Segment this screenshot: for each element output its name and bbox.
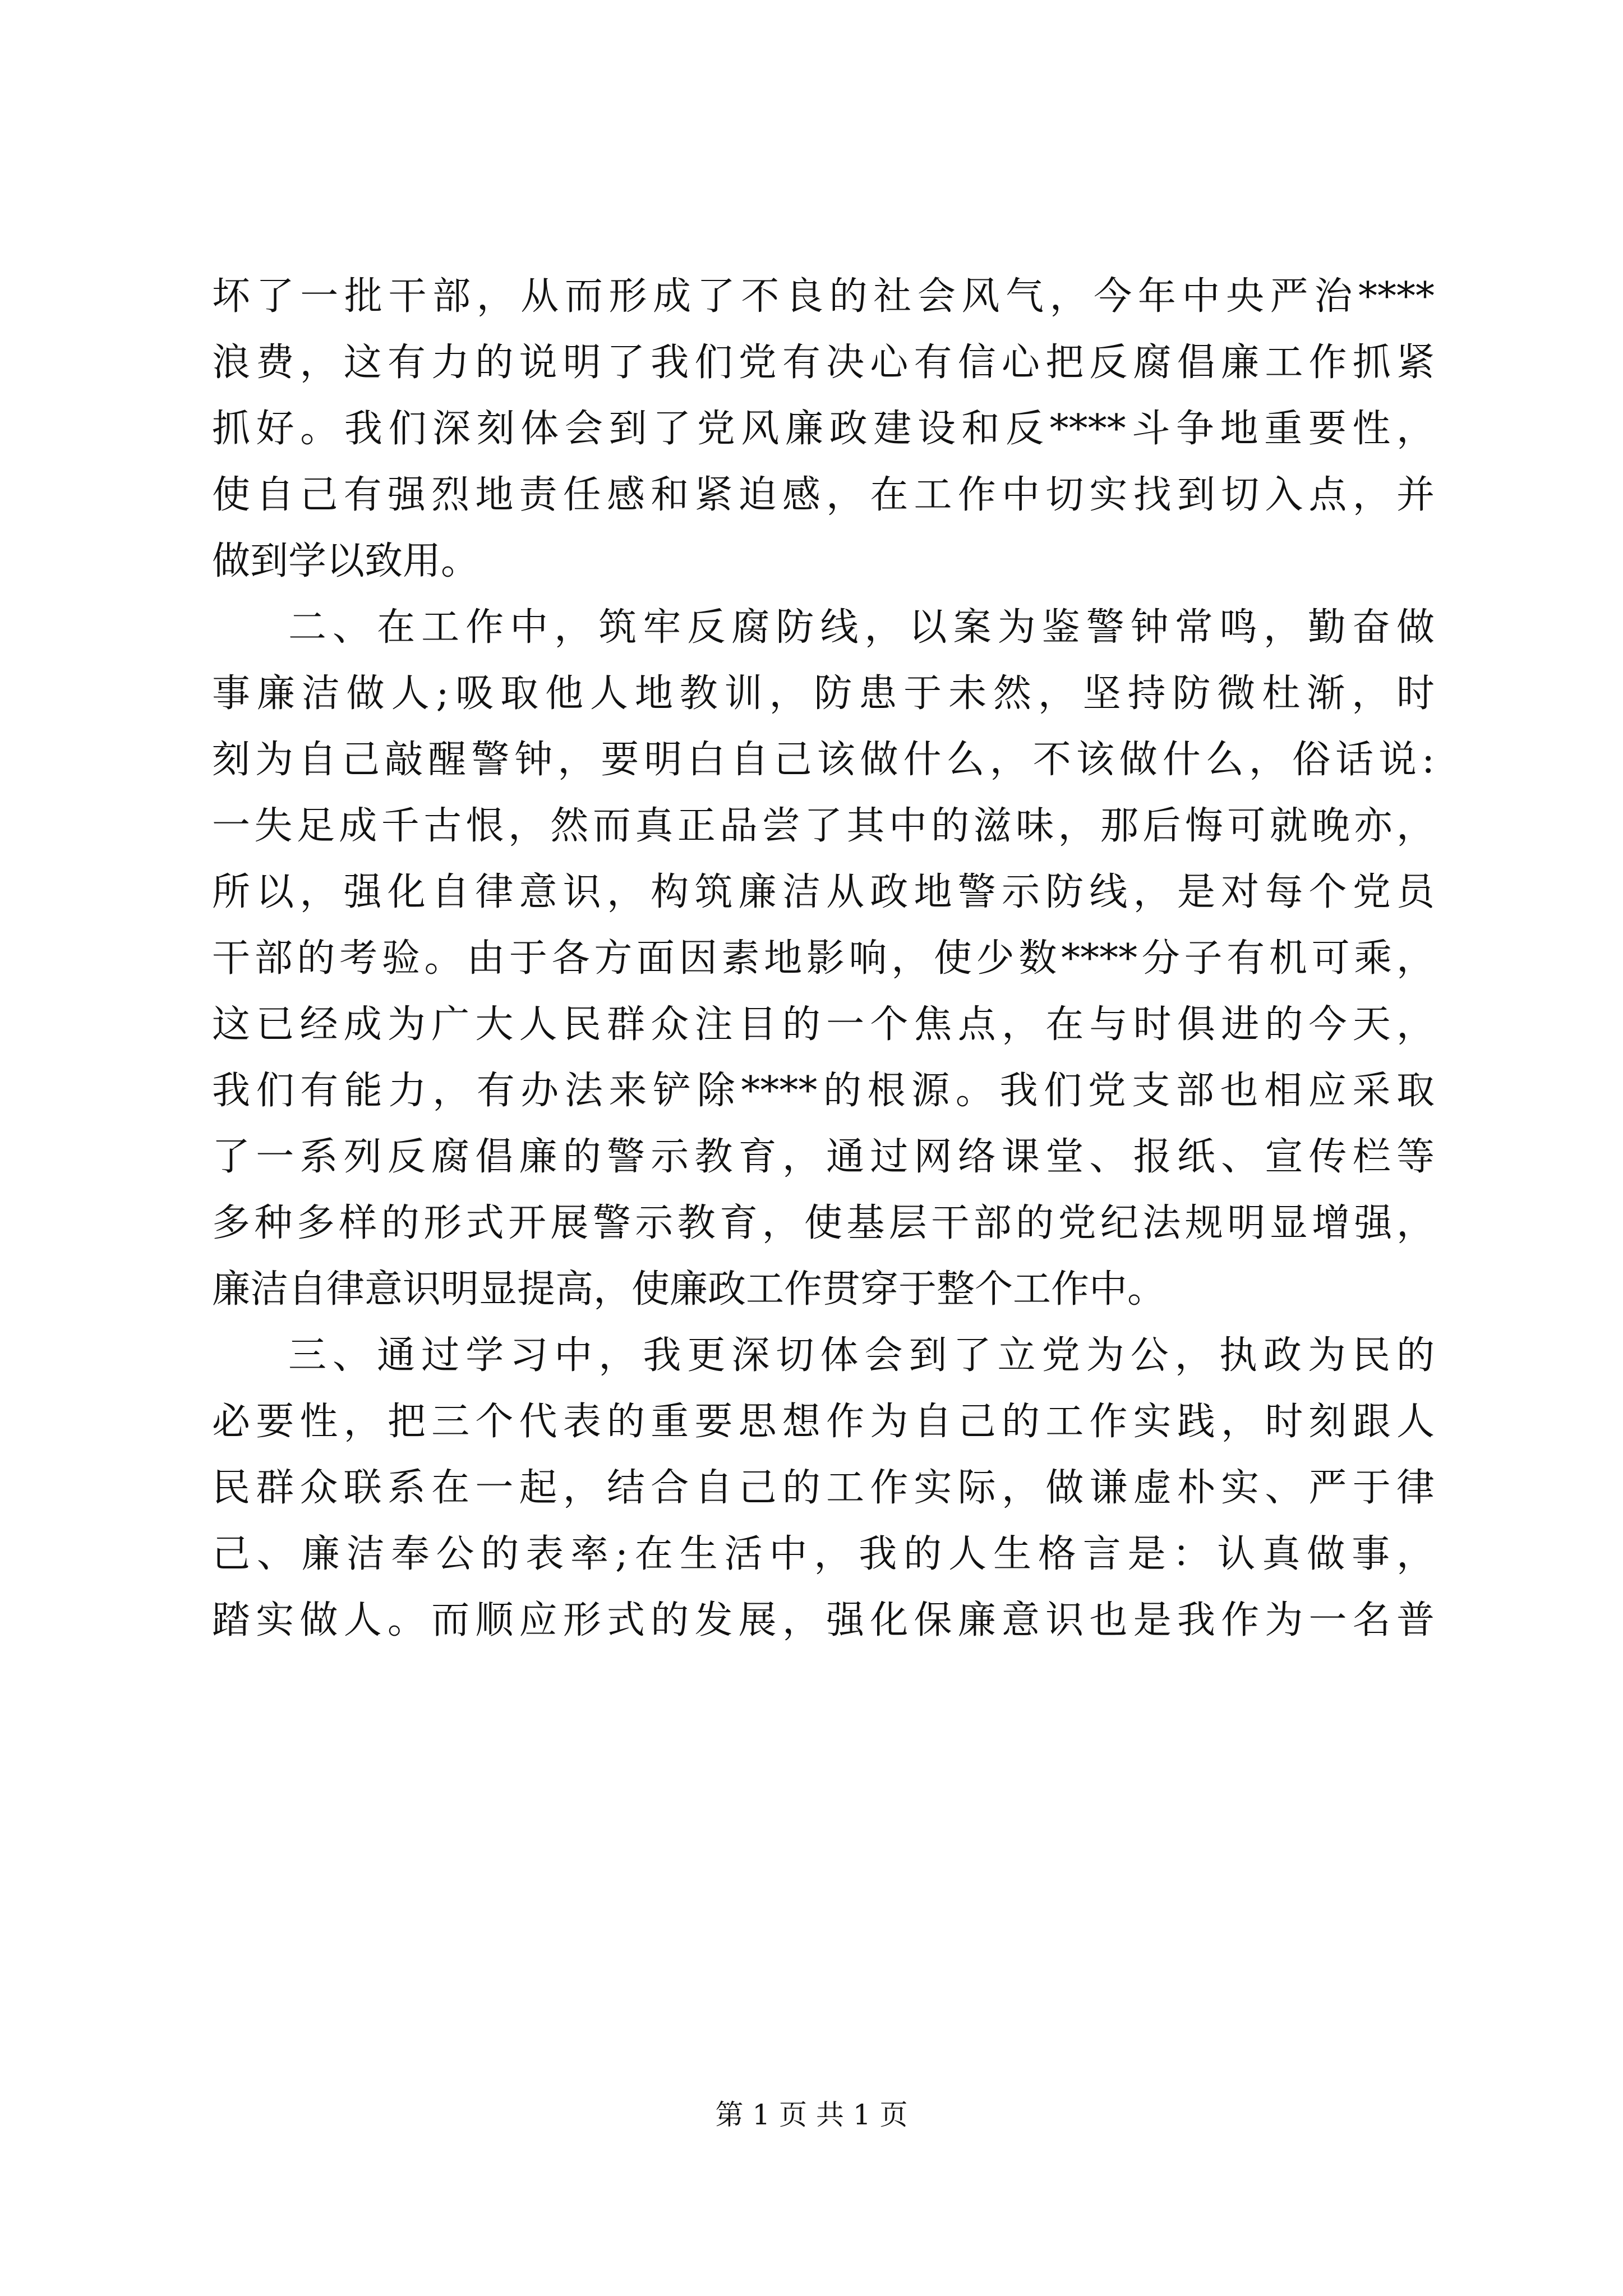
- text-line: 廉洁自律意识明显提高，使廉政工作贯穿于整个工作中。: [212, 1267, 1166, 1312]
- text-line: 抓好。我们深刻体会到了党风廉政建设和反****斗争地重要性，: [212, 407, 1435, 451]
- text-line: 事廉洁做人;吸取他人地教训，防患于未然，坚持防微杜渐，时: [212, 671, 1435, 716]
- text-line: 一失足成千古恨，然而真正品尝了其中的滋味，那后悔可就晚亦，: [212, 804, 1435, 848]
- text-line: 所以，强化自律意识，构筑廉洁从政地警示防线，是对每个党员: [212, 870, 1435, 914]
- text-line: 二、在工作中，筑牢反腐防线，以案为鉴警钟常鸣，勤奋做: [288, 605, 1435, 650]
- text-line: 刻为自己敲醒警钟，要明白自己该做什么，不该做什么，俗话说:: [212, 738, 1435, 782]
- text-line: 干部的考验。由于各方面因素地影响，使少数****分子有机可乘，: [212, 936, 1435, 981]
- text-line: 三、通过学习中，我更深切体会到了立党为公，执政为民的: [288, 1333, 1435, 1378]
- text-line: 己、廉洁奉公的表率;在生活中，我的人生格言是：认真做事，: [212, 1532, 1435, 1576]
- text-line: 这已经成为广大人民群众注目的一个焦点，在与时俱进的今天，: [212, 1002, 1435, 1047]
- text-line: 使自己有强烈地责任感和紧迫感，在工作中切实找到切入点，并: [212, 473, 1435, 517]
- text-line: 民群众联系在一起，结合自己的工作实际，做谦虚朴实、严于律: [212, 1466, 1435, 1510]
- text-line: 浪费，这有力的说明了我们党有决心有信心把反腐倡廉工作抓紧: [212, 341, 1435, 385]
- text-line: 坏了一批干部，从而形成了不良的社会风气，今年中央严治****: [212, 274, 1435, 319]
- text-line: 必要性，把三个代表的重要思想作为自己的工作实践，时刻跟人: [212, 1400, 1435, 1444]
- text-line: 我们有能力，有办法来铲除****的根源。我们党支部也相应采取: [212, 1069, 1435, 1113]
- document-body: [212, 264, 1435, 1654]
- text-line: 了一系列反腐倡廉的警示教育，通过网络课堂、报纸、宣传栏等: [212, 1135, 1435, 1179]
- text-line: 做到学以致用。: [212, 539, 479, 583]
- text-line: 踏实做人。而顺应形式的发展，强化保廉意识也是我作为一名普: [212, 1598, 1435, 1642]
- page-footer: [0, 2098, 1623, 2132]
- page-number-label: 第 1 页 共 1 页: [715, 2099, 908, 2131]
- text-line: 多种多样的形式开展警示教育，使基层干部的党纪法规明显增强，: [212, 1201, 1435, 1245]
